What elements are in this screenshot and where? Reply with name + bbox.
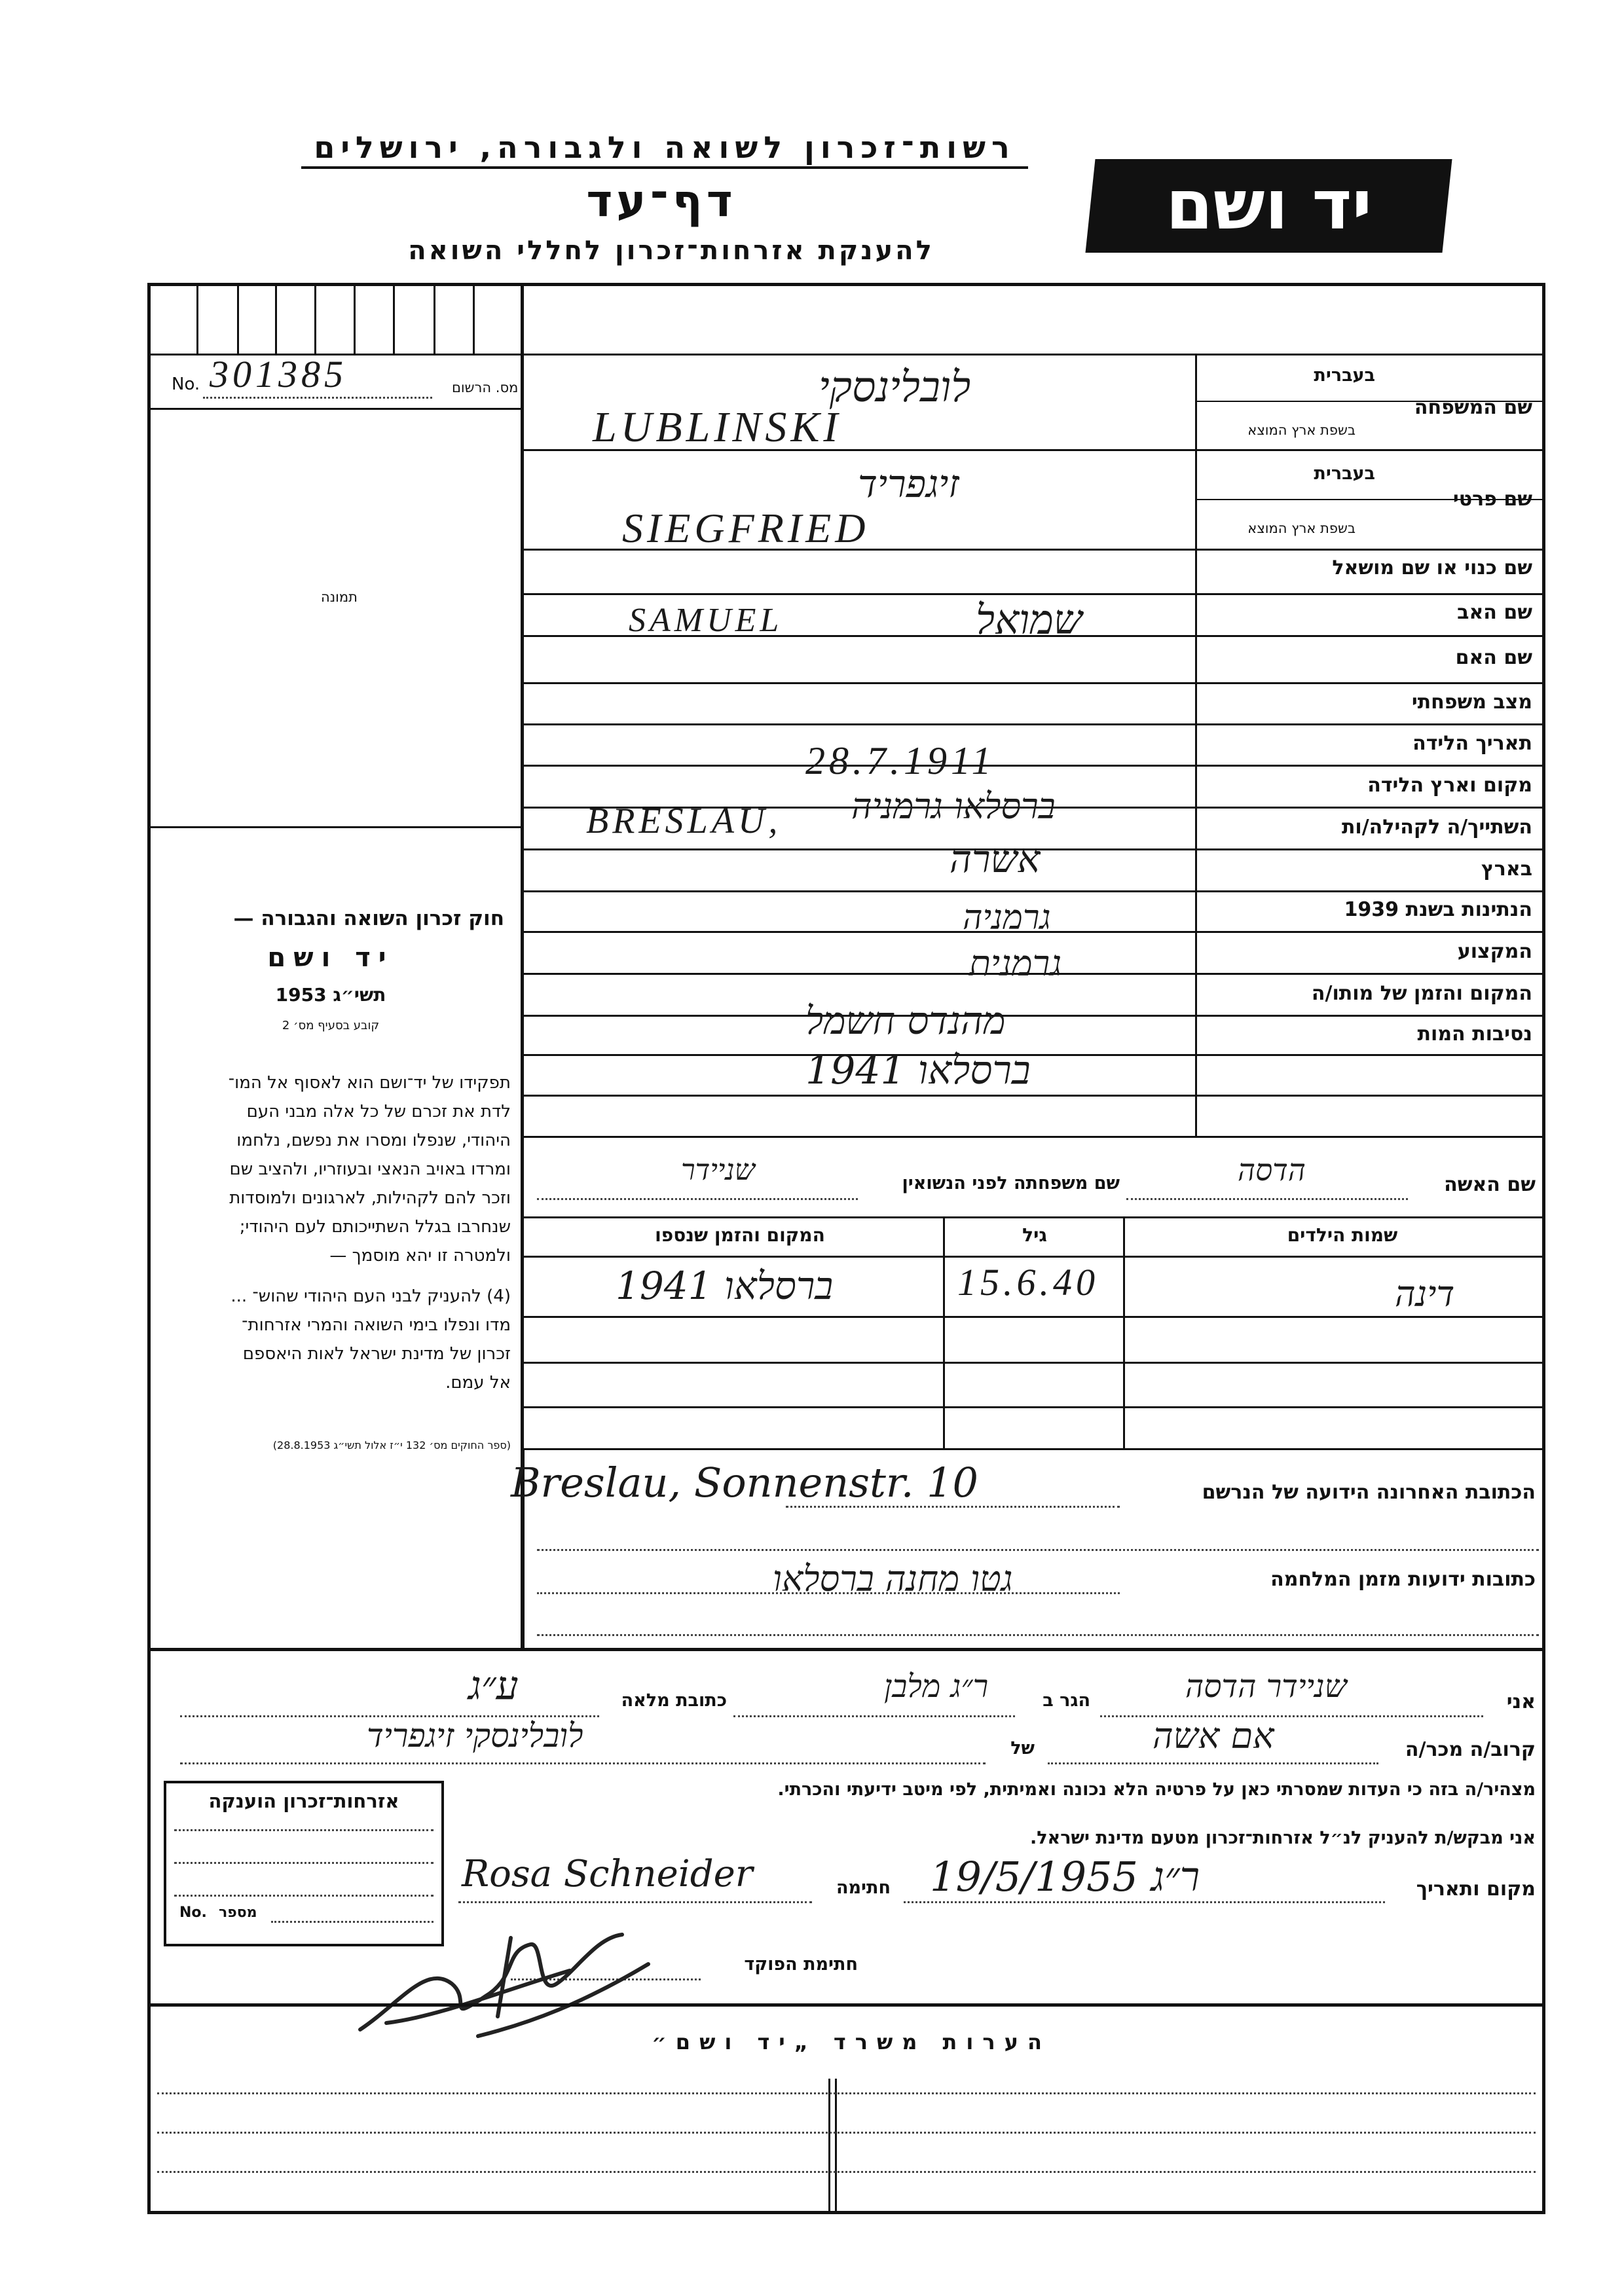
birth-date-label: תאריך הלידה: [1412, 732, 1532, 755]
granted-no-label: No.: [179, 1904, 207, 1921]
declaration-request: אני מבקש/ת להעניק לנ״ל אזרחות־זכרון מטעם מדינת ישראל.: [1029, 1828, 1536, 1848]
country-value: גרמניה: [963, 898, 1051, 938]
wife-value: הדסה: [1238, 1152, 1306, 1188]
full-address-label: כתובת מלאה: [621, 1690, 727, 1711]
community-label: השתייך/ה לקהילה/ות: [1341, 816, 1532, 839]
resident-value: ר״ג מלבן: [884, 1668, 989, 1705]
authority-title: רשות־זכרון לשואה ולגבורה, ירושלים: [301, 130, 1028, 169]
declarant-name-value: שניידר הדסה: [1185, 1668, 1347, 1705]
birth-place-native-value: BRESLAU,: [586, 801, 782, 841]
registration-no-label: No.: [172, 374, 200, 394]
death-cause-label: נסיבות המות: [1417, 1023, 1532, 1046]
place-date-value: ר״ג 19/5/1955: [930, 1853, 1200, 1901]
wife-label: שם האשה: [1444, 1173, 1536, 1196]
father-native-value: SAMUEL: [629, 602, 783, 639]
citizenship-granted-box: [164, 1781, 444, 1946]
of-label: של: [1010, 1738, 1035, 1758]
law-title: חוק זכרון השואה והגבורה —: [233, 907, 504, 930]
family-name-label: שם המשפחה: [1414, 396, 1532, 419]
nickname-label: שם כנוי או שם מושאל: [1332, 556, 1532, 579]
declaration-statement: מצהיר/ה בזה כי העדות שמסרתי כאן על פרטיה הלא נכונה ואמיתית, לפי מיטב ידיעתי והכרתי.: [777, 1779, 1536, 1800]
law-paragraph-2: (4) להעניק לבני העם היהודי שהוש־ ... מדו ונפלו בימי השואה והמרי אזרחות־ זכרון של מדינת ישראל לאות היאספם אל עמם.: [231, 1286, 511, 1393]
family-name-native-label: בשפת ארץ המוצא: [1247, 422, 1356, 438]
wartime-address-value: גטו מחנה ברסלאו: [773, 1558, 1013, 1599]
relative-label: קרוב/ה מכר/ה: [1405, 1738, 1536, 1761]
relative-value: אם אשה: [1153, 1715, 1274, 1757]
wartime-address-label: כתובות ידועות מזמן המלחמה: [1270, 1568, 1536, 1591]
country-label: בארץ: [1481, 858, 1532, 881]
birth-place-hebrew-value: ברסלאו גרמניה: [851, 786, 1056, 827]
marital-label: מצב משפחתי: [1411, 691, 1532, 714]
form-title: דף־עד: [586, 175, 737, 227]
last-address-value: Breslau, Sonnenstr. 10: [511, 1459, 978, 1506]
family-name-hebrew-label: בעברית: [1314, 365, 1375, 386]
first-name-hebrew-value: זיגפריד: [858, 462, 959, 506]
death-place-label: המקום והזמן של מותו/ה: [1311, 982, 1532, 1005]
children-place-header: המקום והזמן שנספו: [655, 1224, 825, 1246]
child-place-value: ברסלאו 1941: [616, 1264, 834, 1308]
first-name-native-label: בשפת ארץ המוצא: [1247, 520, 1356, 536]
child-age-value: 15.6.40: [957, 1261, 1099, 1303]
profession-value: מהנדס חשמל: [805, 998, 1006, 1043]
last-address-label: הכתובת האחרונה הידועה של הנרשם: [1202, 1481, 1536, 1504]
family-name-hebrew-value: לובלינסקי: [819, 363, 971, 412]
law-year: תשי״ג 1953: [275, 984, 386, 1006]
father-hebrew-value: שמואל: [976, 596, 1082, 644]
child-name-value: דינה: [1395, 1273, 1455, 1315]
father-label: שם האב: [1457, 601, 1532, 624]
yad-vashem-logo: יד ושם: [1085, 159, 1452, 253]
death-place-value: ברסלאו 1941: [805, 1048, 1031, 1093]
office-notes-title: הערות משרד „יד ושם״: [652, 2030, 1051, 2054]
profession-label: המקצוע: [1457, 940, 1532, 963]
maiden-name-label: שם משפחתה לפני הנשואין: [902, 1173, 1120, 1194]
law-paragraph-1: תפקידו של יד־ושם הוא לאסוף אל המו־ לדת את זכרם של כל אלה מבני העם היהודי, שנפלו ומסרו את נפשם, נלחמו ומרדו באויב הנאצי ובעוזריו, ולהציב שם וזכר להם לקהילות, לארגונים ולמוסדות שנחרבו בגלל השתייכותם לעם היהודי; ולמטרה זו יהא מוסמך —: [228, 1073, 511, 1266]
first-name-hebrew-label: בעברית: [1314, 464, 1375, 484]
first-name-native-value: SIEGFRIED: [622, 505, 870, 551]
full-address-value: ע״ג: [468, 1663, 519, 1709]
children-age-header: גיל: [1022, 1224, 1047, 1246]
law-footnote: (ספר החוקים מס׳ 132 י״ז אלול תשי״ג 28.8.1953): [272, 1439, 511, 1451]
signature-label: חתימה: [836, 1878, 891, 1898]
maiden-name-value: שניידר: [681, 1154, 755, 1187]
family-name-native-value: LUBLINSKI: [593, 403, 842, 451]
birth-place-label: מקום וארץ הלידה: [1367, 774, 1532, 797]
community-value: אשרה: [950, 837, 1041, 881]
citizenship-granted-title: אזרחות־זכרון הוענקה: [208, 1790, 399, 1812]
law-yad-vashem: יד ושם: [267, 943, 394, 973]
declarant-i-label: אני: [1506, 1690, 1536, 1713]
photo-label: תמונה: [321, 589, 358, 605]
registration-no-value: 301385: [210, 353, 347, 395]
nationality-value: גרמנית: [969, 943, 1062, 984]
signature-value: Rosa Schneider: [462, 1853, 753, 1895]
of-value: לובלינסקי זיגפריד: [367, 1717, 583, 1755]
resident-label: הגר ב: [1043, 1690, 1090, 1711]
form-subtitle: להענקת אזרחות־זכרון לחללי השואה: [408, 236, 934, 266]
granted-no-heb: מספר: [219, 1904, 257, 1921]
nationality-label: הנתינות בשנת 1939: [1344, 898, 1532, 921]
registration-label: מס. הרשום: [452, 380, 519, 395]
mother-label: שם האם: [1455, 646, 1532, 669]
children-names-header: שמות הילדים: [1287, 1224, 1398, 1246]
law-clause: קובע בסעיף מס׳ 2: [282, 1019, 380, 1032]
first-name-label: שם פרטי: [1452, 488, 1532, 511]
place-date-label: מקום ותאריך: [1416, 1878, 1536, 1901]
birth-date-value: 28.7.1911: [805, 739, 995, 782]
officer-signature-label: חתימת הפוקד: [744, 1954, 858, 1975]
